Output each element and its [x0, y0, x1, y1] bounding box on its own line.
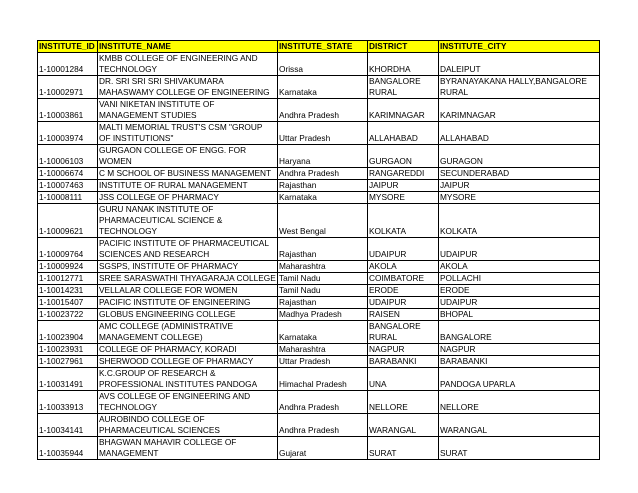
- table-row: [38, 368, 600, 391]
- cell-institute-state[interactable]: Maharashtra: [278, 261, 368, 273]
- cell-institute-id[interactable]: 1-10001284: [38, 53, 98, 76]
- table-row: [38, 192, 600, 204]
- cell-institute-city[interactable]: GURAGON: [439, 145, 600, 168]
- header-row: [38, 41, 600, 53]
- cell-district[interactable]: UDAIPUR: [368, 238, 439, 261]
- table-row: [38, 344, 600, 356]
- cell-institute-city[interactable]: MYSORE: [439, 192, 600, 204]
- cell-district[interactable]: BANGALORE RURAL: [368, 321, 439, 344]
- cell-institute-city[interactable]: BARABANKI: [439, 356, 600, 368]
- cell-institute-state[interactable]: Himachal Pradesh: [278, 368, 368, 391]
- table-body: [38, 53, 600, 460]
- table-row: [38, 309, 600, 321]
- cell-institute-state[interactable]: Maharashtra: [278, 344, 368, 356]
- table-row: [38, 180, 600, 192]
- table-row: [38, 437, 600, 460]
- cell-institute-state[interactable]: Rajasthan: [278, 180, 368, 192]
- cell-district[interactable]: ALLAHABAD: [368, 122, 439, 145]
- cell-institute-name[interactable]: K.C.GROUP OF RESEARCH & PROFESSIONAL INSTITUTES PANDOGA: [98, 368, 278, 391]
- cell-institute-name[interactable]: SREE SARASWATHI THYAGARAJA COLLEGE: [99, 273, 276, 283]
- cell-institute-name[interactable]: PACIFIC INSTITUTE OF PHARMACEUTICAL SCIENCES AND RESEARCH: [98, 238, 278, 261]
- cell-institute-city[interactable]: WARANGAL: [439, 414, 600, 437]
- cell-institute-city[interactable]: UDAIPUR: [439, 297, 600, 309]
- cell-institute-id[interactable]: 1-10023904: [38, 321, 98, 344]
- table-row: [38, 356, 600, 368]
- cell-institute-name[interactable]: C M SCHOOL OF BUSINESS MANAGEMENT: [98, 168, 278, 180]
- cell-institute-city[interactable]: ERODE: [439, 285, 600, 297]
- cell-institute-city[interactable]: KOLKATA: [439, 204, 600, 238]
- cell-institute-city[interactable]: AKOLA: [439, 261, 600, 273]
- cell-district[interactable]: UDAIPUR: [368, 297, 439, 309]
- column-header-institute-city[interactable]: INSTITUTE_CITY: [439, 41, 600, 53]
- table-row: [38, 238, 600, 261]
- spreadsheet-sheet: [37, 40, 599, 460]
- table-row: [38, 99, 600, 122]
- table-row: [38, 168, 600, 180]
- cell-institute-city[interactable]: NAGPUR: [439, 344, 600, 356]
- cell-district[interactable]: BANGALORE RURAL: [368, 76, 439, 99]
- cell-institute-city[interactable]: BYRANAYAKANA HALLY,BANGALORE RURAL: [439, 76, 600, 99]
- table-row: [38, 76, 600, 99]
- cell-institute-name[interactable]: SGSPS, INSTITUTE OF PHARMACY: [98, 261, 278, 273]
- cell-institute-name[interactable]: JSS COLLEGE OF PHARMACY: [98, 192, 278, 204]
- table-row: [38, 261, 600, 273]
- cell-institute-name[interactable]: GURGAON COLLEGE OF ENGG. FOR WOMEN: [98, 145, 278, 168]
- cell-district[interactable]: BARABANKI: [368, 356, 439, 368]
- cell-institute-state[interactable]: Karnataka: [278, 192, 368, 204]
- cell-district[interactable]: UNA: [368, 368, 439, 391]
- table-row: [38, 414, 600, 437]
- table-row: [38, 391, 600, 414]
- cell-institute-id[interactable]: 1-10015407: [38, 297, 98, 309]
- cell-institute-id[interactable]: 1-10008111: [38, 192, 98, 204]
- cell-institute-name[interactable]: DR. SRI SRI SRI SHIVAKUMARA MAHASWAMY COLLEGE OF ENGINEERING: [98, 76, 278, 99]
- cell-district[interactable]: KARIMNAGAR: [368, 99, 439, 122]
- table-row: [38, 145, 600, 168]
- cell-institute-state[interactable]: Tamil Nadu: [278, 273, 368, 285]
- table-row: [38, 53, 600, 76]
- table-row: [38, 285, 600, 297]
- column-header-institute-id[interactable]: INSTITUTE_ID: [38, 41, 98, 53]
- cell-district[interactable]: AKOLA: [368, 261, 439, 273]
- cell-institute-city[interactable]: SURAT: [439, 437, 600, 460]
- column-header-institute-state[interactable]: INSTITUTE_STATE: [278, 41, 368, 53]
- cell-institute-name[interactable]: MALTI MEMORIAL TRUST'S CSM "GROUP OF INSTITUTIONS": [98, 122, 278, 145]
- cell-district[interactable]: KHORDHA: [368, 53, 439, 76]
- cell-district[interactable]: GURGAON: [368, 145, 439, 168]
- cell-district[interactable]: WARANGAL: [368, 414, 439, 437]
- cell-institute-id[interactable]: 1-10023722: [38, 309, 98, 321]
- cell-institute-city[interactable]: ALLAHABAD: [439, 122, 600, 145]
- table-row: [38, 321, 600, 344]
- cell-institute-id[interactable]: 1-10023931: [38, 344, 98, 356]
- cell-institute-id[interactable]: 1-10027961: [38, 356, 98, 368]
- cell-institute-state[interactable]: Haryana: [278, 145, 368, 168]
- institute-table: [37, 40, 600, 460]
- cell-institute-name[interactable]: INSTITUTE OF RURAL MANAGEMENT: [98, 180, 278, 192]
- cell-district[interactable]: NELLORE: [368, 391, 439, 414]
- cell-institute-state[interactable]: Andhra Pradesh: [278, 391, 368, 414]
- cell-institute-city[interactable]: KARIMNAGAR: [439, 99, 600, 122]
- cell-institute-city[interactable]: JAIPUR: [439, 180, 600, 192]
- cell-institute-city[interactable]: BANGALORE: [439, 321, 600, 344]
- cell-institute-id[interactable]: 1-10007463: [38, 180, 98, 192]
- cell-institute-name[interactable]: VANI NIKETAN INSTITUTE OF MANAGEMENT STUDIES: [98, 99, 278, 122]
- cell-institute-name[interactable]: AVS COLLEGE OF ENGINEERING AND TECHNOLOGY: [98, 391, 278, 414]
- cell-institute-state[interactable]: Rajasthan: [278, 297, 368, 309]
- cell-institute-id[interactable]: 1-10012771: [38, 273, 98, 285]
- cell-institute-city[interactable]: NELLORE: [439, 391, 600, 414]
- cell-institute-state[interactable]: Karnataka: [278, 76, 368, 99]
- cell-institute-state[interactable]: Andhra Pradesh: [278, 99, 368, 122]
- cell-institute-id[interactable]: 1-10009621: [38, 204, 98, 238]
- cell-institute-city[interactable]: BHOPAL: [439, 309, 600, 321]
- cell-institute-city[interactable]: PANDOGA UPARLA: [439, 368, 600, 391]
- cell-institute-state[interactable]: Madhya Pradesh: [278, 309, 368, 321]
- column-header-district[interactable]: DISTRICT: [368, 41, 439, 53]
- table-row: [38, 122, 600, 145]
- cell-institute-id[interactable]: 1-10006674: [38, 168, 98, 180]
- cell-institute-city[interactable]: DALEIPUT: [439, 53, 600, 76]
- cell-institute-id[interactable]: 1-10003861: [38, 99, 98, 122]
- cell-institute-id[interactable]: 1-10035944: [38, 437, 98, 460]
- cell-institute-id[interactable]: 1-10014231: [38, 285, 98, 297]
- cell-institute-city[interactable]: POLLACHI: [439, 273, 600, 285]
- cell-institute-name[interactable]: AUROBINDO COLLEGE OF PHARMACEUTICAL SCIENCES: [98, 414, 278, 437]
- cell-institute-state[interactable]: Andhra Pradesh: [278, 414, 368, 437]
- cell-institute-state[interactable]: Rajasthan: [278, 238, 368, 261]
- cell-district[interactable]: ERODE: [368, 285, 439, 297]
- cell-institute-name[interactable]: AMC COLLEGE (ADMINISTRATIVE MANAGEMENT COLLEGE): [98, 321, 278, 344]
- cell-institute-state[interactable]: Tamil Nadu: [278, 285, 368, 297]
- cell-institute-city[interactable]: SECUNDERABAD: [439, 168, 600, 180]
- cell-district[interactable]: RAISEN: [368, 309, 439, 321]
- cell-institute-name[interactable]: GURU NANAK INSTITUTE OF PHARMACEUTICAL SCIENCE & TECHNOLOGY: [98, 204, 278, 238]
- cell-institute-name[interactable]: VELLALAR COLLEGE FOR WOMEN: [98, 285, 278, 297]
- table-row: [38, 297, 600, 309]
- cell-institute-id[interactable]: 1-10006103: [38, 145, 98, 168]
- cell-district[interactable]: NAGPUR: [368, 344, 439, 356]
- cell-district[interactable]: KOLKATA: [368, 204, 439, 238]
- cell-institute-id[interactable]: 1-10003974: [38, 122, 98, 145]
- cell-institute-state[interactable]: Andhra Pradesh: [278, 168, 368, 180]
- cell-institute-city[interactable]: UDAIPUR: [439, 238, 600, 261]
- cell-district[interactable]: MYSORE: [368, 192, 439, 204]
- table-row: [38, 204, 600, 238]
- cell-district[interactable]: COIMBATORE: [368, 273, 439, 285]
- cell-institute-id[interactable]: 1-10034141: [38, 414, 98, 437]
- cell-institute-id[interactable]: 1-10031491: [38, 368, 98, 391]
- cell-institute-id[interactable]: 1-10002971: [38, 76, 98, 99]
- cell-institute-name[interactable]: SHERWOOD COLLEGE OF PHARMACY: [98, 356, 278, 368]
- cell-institute-name[interactable]: BHAGWAN MAHAVIR COLLEGE OF MANAGEMENT: [98, 437, 278, 460]
- cell-district[interactable]: JAIPUR: [368, 180, 439, 192]
- cell-institute-name[interactable]: COLLEGE OF PHARMACY, KORADI: [98, 344, 278, 356]
- table-row: [38, 273, 600, 285]
- column-header-institute-name[interactable]: INSTITUTE_NAME: [98, 41, 278, 53]
- cell-institute-name[interactable]: KMBB COLLEGE OF ENGINEERING AND TECHNOLOGY: [98, 53, 278, 76]
- cell-institute-id[interactable]: 1-10009764: [38, 238, 98, 261]
- cell-institute-name[interactable]: GLOBUS ENGINEERING COLLEGE: [98, 309, 278, 321]
- cell-institute-id[interactable]: 1-10009924: [38, 261, 98, 273]
- cell-institute-state[interactable]: Uttar Pradesh: [278, 356, 368, 368]
- cell-institute-state[interactable]: West Bengal: [278, 204, 368, 238]
- cell-institute-state[interactable]: Uttar Pradesh: [278, 122, 368, 145]
- cell-institute-state[interactable]: Gujarat: [278, 437, 368, 460]
- cell-institute-name[interactable]: PACIFIC INSTITUTE OF ENGINEERING: [98, 297, 278, 309]
- cell-district[interactable]: SURAT: [368, 437, 439, 460]
- cell-institute-state[interactable]: Karnataka: [278, 321, 368, 344]
- cell-district[interactable]: RANGAREDDI: [368, 168, 439, 180]
- cell-institute-id[interactable]: 1-10033913: [38, 391, 98, 414]
- cell-institute-state[interactable]: Orissa: [278, 53, 368, 76]
